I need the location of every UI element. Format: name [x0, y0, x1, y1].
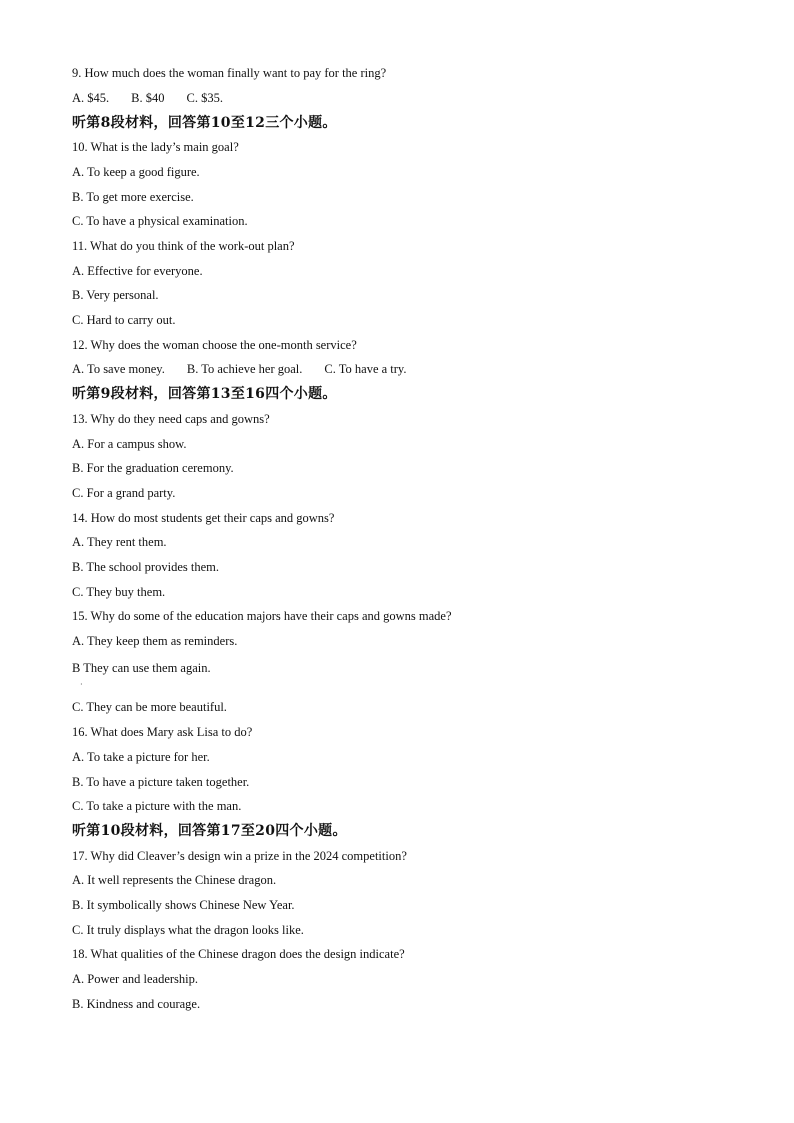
option-row — [72, 361, 428, 377]
option-c: C. They can be more beautiful. — [72, 700, 227, 714]
question-stem: 10. What is the lady’s main goal? — [72, 140, 239, 154]
section-heading-8: 听第8段材料，回答第10至12三个小题。 — [72, 115, 337, 131]
option-a: A. To save money. — [72, 362, 165, 376]
question-stem: 16. What does Mary ask Lisa to do? — [72, 725, 253, 739]
option-b: B They can use them again. — [72, 661, 211, 675]
option-a: A. They keep them as reminders. — [72, 634, 238, 648]
option-c: C. To have a physical examination. — [72, 214, 248, 228]
option-a: A. It well represents the Chinese dragon. — [72, 873, 277, 887]
question-stem: 17. Why did Cleaver’s design win a prize in the 2024 competition? — [72, 849, 407, 863]
question-stem: 13. Why do they need caps and gowns? — [72, 412, 270, 426]
section-heading-9: 听第9段材料，回答第13至16四个小题。 — [72, 386, 337, 402]
option-c: C. Hard to carry out. — [72, 313, 176, 327]
option-a: A. For a campus show. — [72, 437, 187, 451]
option-b: B. For the graduation ceremony. — [72, 461, 234, 475]
question-stem: 15. Why do some of the education majors have their caps and gowns made? — [72, 609, 452, 623]
option-b: B. Kindness and courage. — [72, 997, 201, 1011]
question-stem: 18. What qualities of the Chinese dragon does the design indicate? — [72, 947, 405, 961]
option-a: A. To keep a good figure. — [72, 165, 200, 179]
stray-dot-mark: · — [80, 680, 83, 689]
option-a: A. To take a picture for her. — [72, 750, 210, 764]
option-b: B. To have a picture taken together. — [72, 775, 250, 789]
option-a: A. Power and leadership. — [72, 972, 199, 986]
option-b: B. $40 — [131, 91, 165, 105]
option-b: B. The school provides them. — [72, 560, 219, 574]
option-b: B. To get more exercise. — [72, 190, 194, 204]
option-c: C. They buy them. — [72, 585, 166, 599]
option-c: C. To have a try. — [324, 362, 407, 376]
option-c: C. To take a picture with the man. — [72, 799, 242, 813]
option-b: B. It symbolically shows Chinese New Year. — [72, 898, 295, 912]
option-c: C. $35. — [186, 91, 223, 105]
option-a: A. They rent them. — [72, 535, 167, 549]
question-stem: 9. How much does the woman finally want to pay for the ring? — [72, 66, 387, 80]
option-a: A. Effective for everyone. — [72, 264, 203, 278]
question-stem: 14. How do most students get their caps and gowns? — [72, 511, 335, 525]
option-a: A. $45. — [72, 91, 110, 105]
option-c: C. It truly displays what the dragon looks like. — [72, 923, 304, 937]
option-b: B. Very personal. — [72, 288, 159, 302]
option-c: C. For a grand party. — [72, 486, 176, 500]
option-b: B. To achieve her goal. — [186, 362, 303, 376]
question-stem: 12. Why does the woman choose the one-month service? — [72, 338, 357, 352]
question-stem: 11. What do you think of the work-out plan? — [72, 239, 295, 253]
option-row — [72, 90, 245, 106]
section-heading-10: 听第10段材料，回答第17至20四个小题。 — [72, 823, 347, 839]
